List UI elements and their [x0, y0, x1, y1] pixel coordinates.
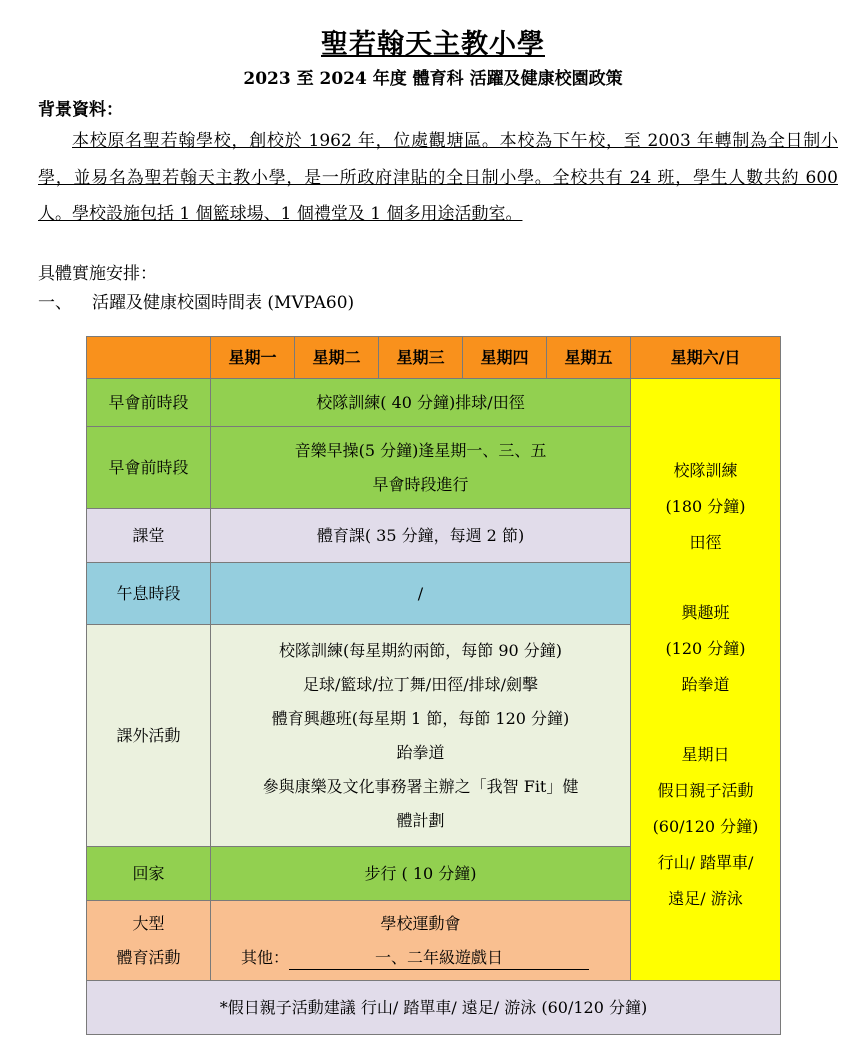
section-1-number: 一、: [38, 293, 72, 313]
weekend-text: 田徑: [689, 532, 722, 552]
content-line: 體育興趣班(每星期 1 節，每節 120 分鐘): [271, 708, 570, 728]
background-paragraph: 本校原名聖若翰學校，創校於 1962 年，位處觀塘區。本校為下午校，至 2003 年轉制為全日制小學，並易名為聖若翰天主教小學，是一所政府津貼的全日制小學。全校共有 24 班，學生人數共約 600 人。學校設施包括 1 個籃球場、1 個禮堂及 1 個多用途活動室。: [38, 131, 838, 224]
header-weekend: 星期六/日: [631, 337, 781, 379]
content-line: 校隊訓練(每星期約兩節，每節 90 分鐘): [278, 640, 563, 660]
weekend-text: (60/120 分鐘): [652, 816, 759, 836]
header-thursday: 星期四: [463, 337, 547, 379]
other-value: 一、二年級遊戲日: [289, 947, 589, 970]
content-line: 校隊訓練( 40 分鐘)排球/田徑: [316, 392, 525, 412]
other-label: 其他：: [241, 947, 290, 967]
mvpa60-timetable: [86, 336, 781, 1035]
weekend-text: (180 分鐘): [665, 496, 746, 516]
weekend-text: 興趣班: [681, 602, 730, 622]
content-line: 體育課( 35 分鐘，每週 2 節): [316, 525, 525, 545]
content-line: /: [417, 583, 424, 603]
row-content: [211, 847, 631, 901]
weekend-block-1: [631, 453, 780, 561]
weekend-text: 星期日: [681, 744, 730, 764]
content-line: 學校運動會: [380, 913, 461, 933]
row-content: [211, 427, 631, 509]
content-line: 參與康樂及文化事務署主辦之「我智 Fit」健: [262, 776, 579, 796]
weekend-text: 校隊訓練: [673, 460, 738, 480]
row-label: 課堂: [87, 509, 211, 563]
row-content: [211, 625, 631, 847]
implementation-heading: 具體實施安排：: [38, 264, 157, 284]
background-heading: 背景資料：: [38, 100, 123, 120]
row-label: 回家: [87, 847, 211, 901]
weekend-block-3: [631, 737, 780, 917]
row-content: [211, 509, 631, 563]
weekend-cell: [631, 379, 781, 981]
row-label: [87, 901, 211, 981]
row-content: [211, 901, 631, 981]
section-1-title: 活躍及健康校園時間表 (MVPA60): [92, 293, 355, 313]
row-content: [211, 379, 631, 427]
header-friday: 星期五: [547, 337, 631, 379]
table-footer-row: [87, 981, 781, 1035]
content-line: 步行 ( 10 分鐘): [364, 863, 477, 883]
other-line: [211, 941, 630, 975]
row-label: 早會前時段: [87, 427, 211, 509]
table-header-row: [87, 337, 781, 379]
weekend-text: 遠足/ 游泳: [668, 888, 743, 908]
weekend-text: 假日親子活動: [657, 780, 754, 800]
header-wednesday: 星期三: [379, 337, 463, 379]
footer-note: *假日親子活動建議 行山/ 踏單車/ 遠足/ 游泳 (60/120 分鐘): [87, 981, 781, 1035]
label-line: 體育活動: [116, 947, 181, 967]
header-tuesday: 星期二: [295, 337, 379, 379]
content-line: 足球/籃球/拉丁舞/田徑/排球/劍擊: [303, 674, 538, 694]
weekend-text: 跆拳道: [681, 674, 730, 694]
row-content: [211, 563, 631, 625]
section-1-heading: [38, 288, 354, 313]
content-line: 早會時段進行: [372, 474, 469, 494]
weekend-block-2: [631, 595, 780, 703]
header-monday: 星期一: [211, 337, 295, 379]
row-label: 早會前時段: [87, 379, 211, 427]
label-line: 大型: [132, 913, 165, 933]
weekend-text: 行山/ 踏單車/: [657, 852, 754, 872]
header-blank: [87, 337, 211, 379]
policy-subtitle: 2023 至 2024 年度 體育科 活躍及健康校園政策: [243, 69, 623, 89]
row-label: 課外活動: [87, 625, 211, 847]
content-line: 體計劃: [396, 810, 445, 830]
weekend-text: (120 分鐘): [665, 638, 746, 658]
content-line: 音樂早操(5 分鐘)逢星期一、三、五: [294, 440, 547, 460]
table-row: [87, 379, 781, 427]
content-line: 跆拳道: [396, 742, 445, 762]
row-label: 午息時段: [87, 563, 211, 625]
school-title: 聖若翰天主教小學: [321, 29, 545, 60]
